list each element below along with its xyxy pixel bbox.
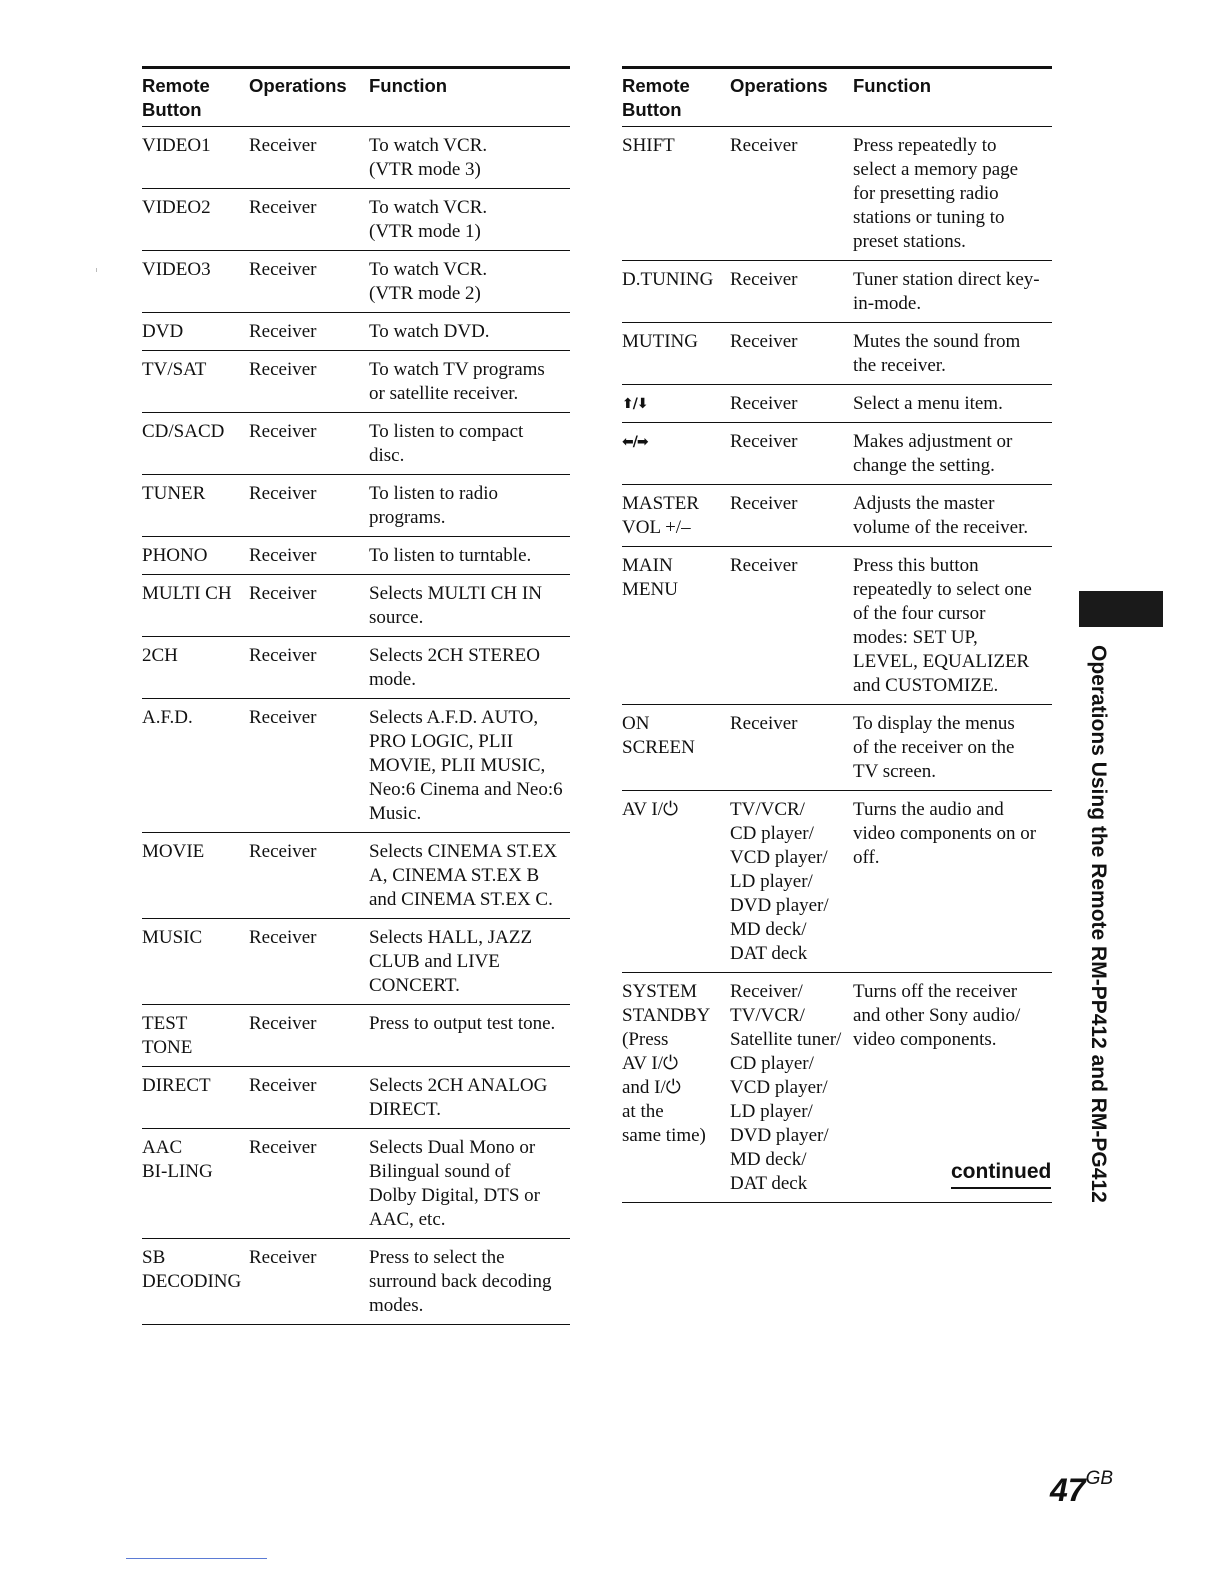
function-cell: Selects A.F.D. AUTO, PRO LOGIC, PLII MOVIE, PLII MUSIC, Neo:6 Cinema and Neo:6 Music. (369, 699, 570, 833)
remote-button-cell: VIDEO1 (142, 127, 249, 189)
function-cell: To listen to turntable. (369, 537, 570, 575)
remote-button-cell: MULTI CH (142, 575, 249, 637)
function-cell: Select a menu item. (853, 385, 1052, 423)
table-row (142, 413, 570, 475)
header-remote-button: Remote Button (622, 68, 730, 127)
function-cell: Press to output test tone. (369, 1005, 570, 1067)
table-row (142, 537, 570, 575)
operations-cell: Receiver (730, 127, 853, 261)
table-row (142, 1067, 570, 1129)
function-cell: To watch TV programs or satellite receiver. (369, 351, 570, 413)
margin-mark (96, 268, 97, 272)
header-function: Function (853, 68, 1052, 127)
function-cell: Selects MULTI CH IN source. (369, 575, 570, 637)
operations-cell: Receiver (249, 1005, 369, 1067)
remote-button-cell: VIDEO3 (142, 251, 249, 313)
table-row (142, 1005, 570, 1067)
operations-cell: TV/VCR/ CD player/ VCD player/ LD player/ DVD player/ MD deck/ DAT deck (730, 791, 853, 973)
remote-button-cell: TUNER (142, 475, 249, 537)
remote-button-cell: MOVIE (142, 833, 249, 919)
remote-button-cell: MAIN MENU (622, 547, 730, 705)
page-number-suffix: GB (1085, 1468, 1114, 1489)
remote-button-cell: A.F.D. (142, 699, 249, 833)
table-row (142, 251, 570, 313)
function-cell: Mutes the sound from the receiver. (853, 323, 1052, 385)
table-row (142, 313, 570, 351)
remote-button-cell: SHIFT (622, 127, 730, 261)
remote-button-cell: MUTING (622, 323, 730, 385)
header-remote-button: Remote Button (142, 68, 249, 127)
table-row (142, 189, 570, 251)
function-cell: To watch DVD. (369, 313, 570, 351)
operations-cell: Receiver (249, 251, 369, 313)
function-cell: To listen to compact disc. (369, 413, 570, 475)
remote-button-cell: MASTER VOL +/– (622, 485, 730, 547)
function-cell: Selects 2CH STEREO mode. (369, 637, 570, 699)
operations-cell: Receiver (730, 323, 853, 385)
table-row (622, 323, 1052, 385)
operations-cell: Receiver (730, 261, 853, 323)
function-cell: To watch VCR. (VTR mode 3) (369, 127, 570, 189)
operations-cell: Receiver (249, 1129, 369, 1239)
table-row (142, 919, 570, 1005)
table-row (622, 385, 1052, 423)
function-cell: Press repeatedly to select a memory page for presetting radio stations or tuning to preset stations. (853, 127, 1052, 261)
remote-button-cell: AV I/⏻ (622, 791, 730, 973)
header-operations: Operations (249, 68, 369, 127)
operations-cell: Receiver (249, 1239, 369, 1325)
operations-cell: Receiver (249, 351, 369, 413)
table-row (622, 423, 1052, 485)
table-row (622, 485, 1052, 547)
operations-cell: Receiver (249, 475, 369, 537)
operations-cell: Receiver (249, 537, 369, 575)
remote-button-cell: DIRECT (142, 1067, 249, 1129)
operations-cell: Receiver (730, 485, 853, 547)
function-cell: Selects CINEMA ST.EX A, CINEMA ST.EX B and CINEMA ST.EX C. (369, 833, 570, 919)
table-row (142, 475, 570, 537)
operations-cell: Receiver (730, 385, 853, 423)
remote-button-cell: SYSTEM STANDBY (Press AV I/⏻ and I/⏻ at the same time) (622, 973, 730, 1203)
table-row (142, 833, 570, 919)
remote-button-cell: 2CH (142, 637, 249, 699)
table-row (142, 699, 570, 833)
left-function-table (142, 66, 570, 1325)
remote-button-cell: VIDEO2 (142, 189, 249, 251)
operations-cell: Receiver (249, 637, 369, 699)
remote-button-cell: MUSIC (142, 919, 249, 1005)
remote-button-cell: CD/SACD (142, 413, 249, 475)
operations-cell: Receiver (249, 127, 369, 189)
table-row (622, 705, 1052, 791)
table-row (142, 127, 570, 189)
remote-button-cell: ⬅/➡ (622, 423, 730, 485)
table-header-row (142, 68, 570, 127)
operations-cell: Receiver (730, 547, 853, 705)
function-cell: Tuner station direct key- in-mode. (853, 261, 1052, 323)
section-tab-marker (1079, 591, 1163, 627)
function-cell: Selects Dual Mono or Bilingual sound of Dolby Digital, DTS or AAC, etc. (369, 1129, 570, 1239)
function-cell: Press this button repeatedly to select one of the four cursor modes: SET UP, LEVEL, EQUALIZER and CUSTOMIZE. (853, 547, 1052, 705)
remote-button-cell: ⬆/⬇ (622, 385, 730, 423)
table-row (622, 791, 1052, 973)
table-row (142, 637, 570, 699)
function-cell: Turns off the receiver and other Sony audio/ video components. (853, 973, 1052, 1203)
operations-cell: Receiver (249, 919, 369, 1005)
table-row (142, 575, 570, 637)
table-row (142, 1129, 570, 1239)
function-cell: Turns the audio and video components on or off. (853, 791, 1052, 973)
right-function-table (622, 66, 1052, 1203)
operations-cell: Receiver (249, 575, 369, 637)
function-cell: Selects HALL, JAZZ CLUB and LIVE CONCERT. (369, 919, 570, 1005)
remote-button-cell: TEST TONE (142, 1005, 249, 1067)
table-row (142, 1239, 570, 1325)
continued-label: continued (951, 1160, 1051, 1189)
table-row (622, 127, 1052, 261)
remote-button-cell: DVD (142, 313, 249, 351)
page-number (1050, 1468, 1114, 1509)
table-row (142, 351, 570, 413)
operations-cell: Receiver (730, 423, 853, 485)
operations-cell: Receiver (249, 189, 369, 251)
operations-cell: Receiver (249, 413, 369, 475)
function-cell: Makes adjustment or change the setting. (853, 423, 1052, 485)
side-section-title: Operations Using the Remote RM-PP412 and RM-PG412 (1087, 645, 1110, 1203)
function-cell: To watch VCR. (VTR mode 2) (369, 251, 570, 313)
header-operations: Operations (730, 68, 853, 127)
operations-cell: Receiver (249, 833, 369, 919)
function-cell: To watch VCR. (VTR mode 1) (369, 189, 570, 251)
table-header-row (622, 68, 1052, 127)
function-cell: Selects 2CH ANALOG DIRECT. (369, 1067, 570, 1129)
function-cell: Press to select the surround back decoding modes. (369, 1239, 570, 1325)
header-function: Function (369, 68, 570, 127)
page-number-value: 47 (1050, 1472, 1086, 1508)
remote-button-cell: AAC BI-LING (142, 1129, 249, 1239)
remote-button-cell: D.TUNING (622, 261, 730, 323)
remote-button-cell: PHONO (142, 537, 249, 575)
function-cell: To display the menus of the receiver on the TV screen. (853, 705, 1052, 791)
bottom-rule (126, 1558, 267, 1559)
operations-cell: Receiver (249, 699, 369, 833)
remote-button-cell: SB DECODING (142, 1239, 249, 1325)
table-row (622, 547, 1052, 705)
function-cell: To listen to radio programs. (369, 475, 570, 537)
function-cell: Adjusts the master volume of the receiver. (853, 485, 1052, 547)
remote-button-cell: TV/SAT (142, 351, 249, 413)
remote-button-cell: ON SCREEN (622, 705, 730, 791)
table-row (622, 261, 1052, 323)
operations-cell: Receiver (249, 1067, 369, 1129)
operations-cell: Receiver (730, 705, 853, 791)
operations-cell: Receiver/ TV/VCR/ Satellite tuner/ CD player/ VCD player/ LD player/ DVD player/ MD deck/ DAT deck (730, 973, 853, 1203)
operations-cell: Receiver (249, 313, 369, 351)
